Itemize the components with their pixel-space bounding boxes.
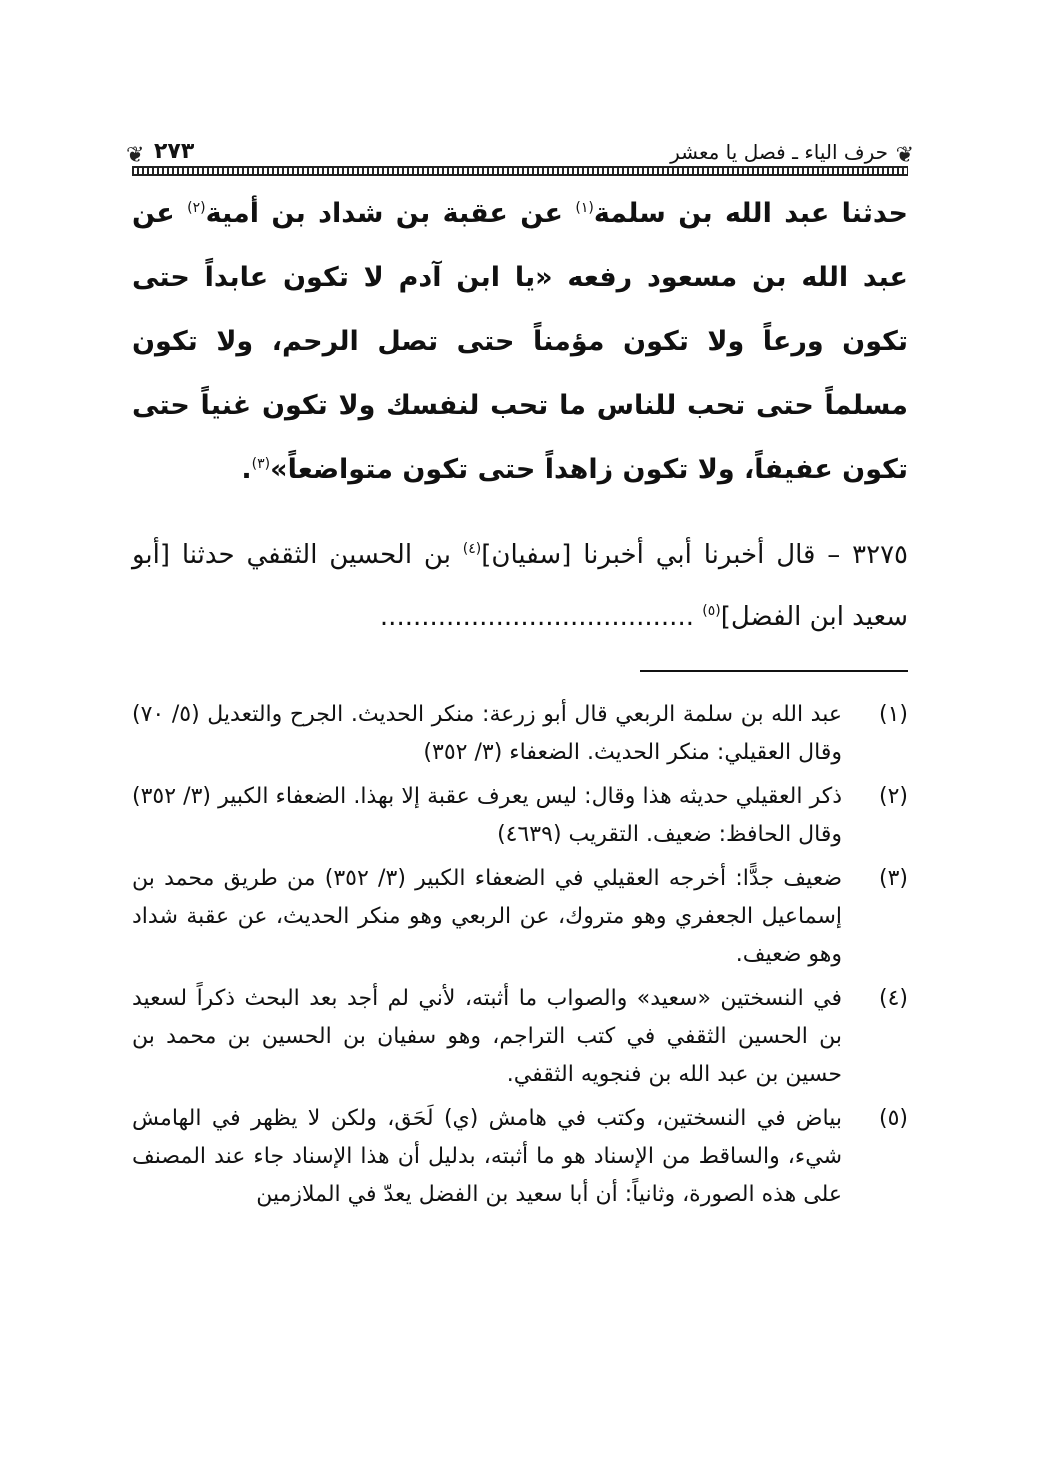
footnote-number: (٤)	[878, 986, 908, 1011]
footnote-item	[132, 1100, 908, 1214]
ornament-left-icon: ❦	[126, 143, 145, 168]
running-header	[126, 128, 914, 168]
footnote-ref-4: (٤)	[462, 541, 482, 557]
page-number: ٢٧٣	[154, 139, 195, 164]
hadith-3275-text	[132, 524, 908, 648]
footnote-number: (٣)	[878, 866, 908, 891]
footnote-item	[132, 860, 908, 974]
footnote-text: بياض في النسختين، وكتب في هامش (ي) لَحَق، ولكن لا يظهر في الهامش شيء، والساقط من الإسناد هو ما أثبته، بدليل أن هذا الإسناد جاء عند المصنف على هذه الصورة، وثانياً: أن أبا سعيد بن الفضل يعدّ في الملازمين	[132, 1106, 842, 1207]
footnote-text: ضعيف جدًّا: أخرجه العقيلي في الضعفاء الكبير (٣/ ٣٥٢) من طريق محمد بن إسماعيل الجعفري وهو متروك، عن الربعي وهو منكر الحديث، عن عقبة شداد وهو ضعيف.	[132, 866, 843, 967]
footnotes	[132, 696, 908, 1214]
hadith-text-part2: عن عقبة بن شداد بن أمية	[205, 198, 576, 229]
hadith-paragraph	[132, 182, 908, 502]
footnote-separator	[640, 670, 908, 672]
hadith-3275-part2: بن الحسين الثقفي حدثنا [أبو سعيد ابن الفضل]	[132, 540, 908, 632]
hadith-text-part3: عن عبد الله بن مسعود رفعه «يا ابن آدم لا تكون عابداً حتى تكون ورعاً ولا تكون مؤمناً حتى تصل الرحم، ولا تكون مسلماً حتى تحب للناس ما تحب لنفسك ولا تكون غنياً حتى تكون عفيفاً، ولا تكون زاهداً حتى تكون متواضعاً»	[132, 198, 908, 485]
footnote-ref-3: (٣)	[251, 456, 271, 472]
running-title: حرف الياء ـ فصل يا معشر	[670, 140, 888, 164]
hadith-text-part1: حدثنا عبد الله بن سلمة	[593, 198, 908, 229]
footnote-number: (١)	[878, 702, 908, 727]
footnote-text: ذكر العقيلي حديثه هذا وقال: ليس يعرف عقبة إلا بهذا. الضعفاء الكبير (٣/ ٣٥٢) وقال الحافظ: ضعيف. التقريب (٤٦٣٩)	[132, 784, 842, 847]
hadith-text-end: .	[241, 454, 252, 485]
footnote-item	[132, 778, 908, 854]
footnote-ref-5: (٥)	[702, 603, 721, 619]
footnote-text: في النسختين «سعيد» والصواب ما أثبته، لأني لم أجد بعد البحث ذكراً لسعيد بن الحسين الثقفي في كتب التراجم، وهو سفيان بن الحسين بن محمد بن حسين بن عبد الله بن فنجويه الثقفي.	[132, 986, 842, 1087]
footnote-ref-1: (١)	[575, 200, 594, 216]
header-rule	[132, 166, 908, 176]
footnote-text: عبد الله بن سلمة الربعي قال أبو زرعة: منكر الحديث. الجرح والتعديل (٥/ ٧٠) وقال العقيلي: منكر الحديث. الضعفاء (٣/ ٣٥٢)	[132, 702, 842, 765]
ellipsis-dots: ......................................	[379, 602, 703, 632]
footnote-item	[132, 980, 908, 1094]
footnote-item	[132, 696, 908, 772]
hadith-3275-paragraph	[132, 524, 908, 648]
page	[126, 128, 914, 1220]
hadith-text	[132, 182, 908, 502]
footnote-number: (٢)	[878, 784, 908, 809]
ornament-right-icon: ❦	[895, 143, 914, 168]
hadith-3275-part1: ٣٢٧٥ – قال أخبرنا أبي أخبرنا [سفيان]	[481, 540, 908, 570]
footnote-ref-2: (٢)	[187, 200, 206, 216]
footnote-number: (٥)	[878, 1106, 908, 1131]
